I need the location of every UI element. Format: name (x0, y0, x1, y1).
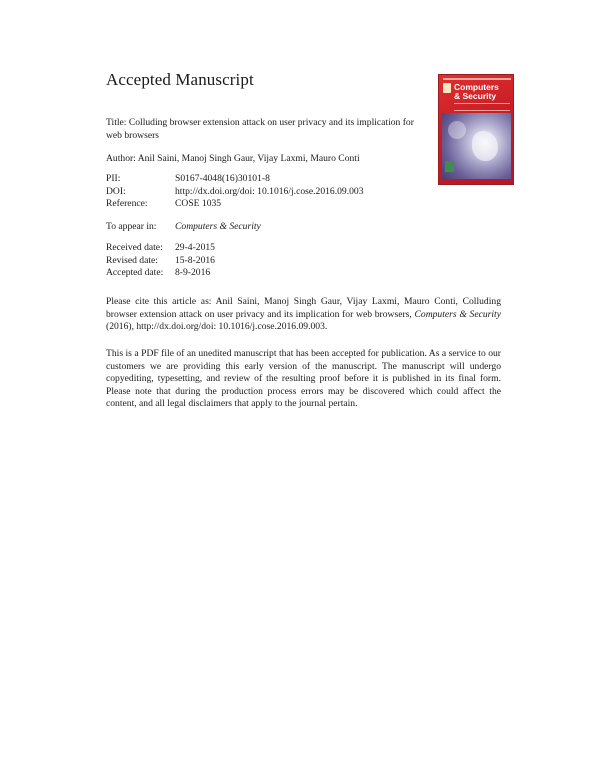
date-value: 29-4-2015 (175, 242, 215, 253)
identifier-label: PII: (106, 173, 121, 184)
journal-cover-image (438, 74, 514, 185)
cover-journal-title-line1: Computers (454, 82, 499, 92)
doi-link[interactable]: http://dx.doi.org/doi: 10.1016/j.cose.2016.09.003 (175, 185, 364, 197)
appear-journal: Computers & Security (175, 221, 261, 232)
date-label: Accepted date: (106, 267, 164, 279)
identifier-label: DOI: (106, 185, 126, 197)
citation-suffix: (2016), http://dx.doi.org/doi: 10.1016/j.cose.2016.09.003. (106, 321, 328, 333)
identifier-value: COSE 1035 (175, 198, 222, 210)
cover-artwork-figure (472, 131, 498, 161)
cover-subtitle-rule (454, 103, 510, 111)
identifier-value: S0167-4048(16)30101-8 (175, 173, 270, 184)
citation-prefix: Please cite this article as: Anil Saini, Manoj Singh Gaur, Vijay Laxmi, Mauro Conti, Colluding browser extension attack on user privacy and its implication for web browsers, (106, 296, 501, 320)
publisher-logo-icon (443, 83, 451, 93)
citation-paragraph (106, 296, 501, 334)
identifier-label: Reference: (106, 198, 148, 210)
date-value: 15-8-2016 (175, 254, 215, 266)
article-title: Title: Colluding browser extension attack on user privacy and its implication for web browsers (106, 117, 414, 141)
date-label: Revised date: (106, 254, 158, 266)
date-label: Received date: (106, 242, 163, 253)
cover-journal-title-line2: & Security (454, 90, 497, 101)
cover-artwork-glow (448, 121, 466, 139)
cover-journal-title (454, 83, 499, 100)
article-authors: Author: Anil Saini, Manoj Singh Gaur, Vijay Laxmi, Mauro Conti (106, 153, 360, 164)
appear-label: To appear in: (106, 221, 157, 232)
page-heading: Accepted Manuscript (106, 70, 254, 89)
citation-journal: Computers & Security (414, 308, 501, 320)
cover-top-strip (443, 78, 511, 80)
date-value: 8-9-2016 (175, 267, 211, 279)
cover-badge-icon (445, 161, 454, 172)
manuscript-notice: This is a PDF file of an unedited manuscript that has been accepted for publication. As a service to our customers we are providing this early version of the manuscript. The manuscript will undergo copyediting, typesetting, and review of the resulting proof before it is published in its final form. Please note that during the production process errors may be discovered which could affect the content, and all legal disclaimers that apply to the journal pertain. (106, 348, 501, 410)
